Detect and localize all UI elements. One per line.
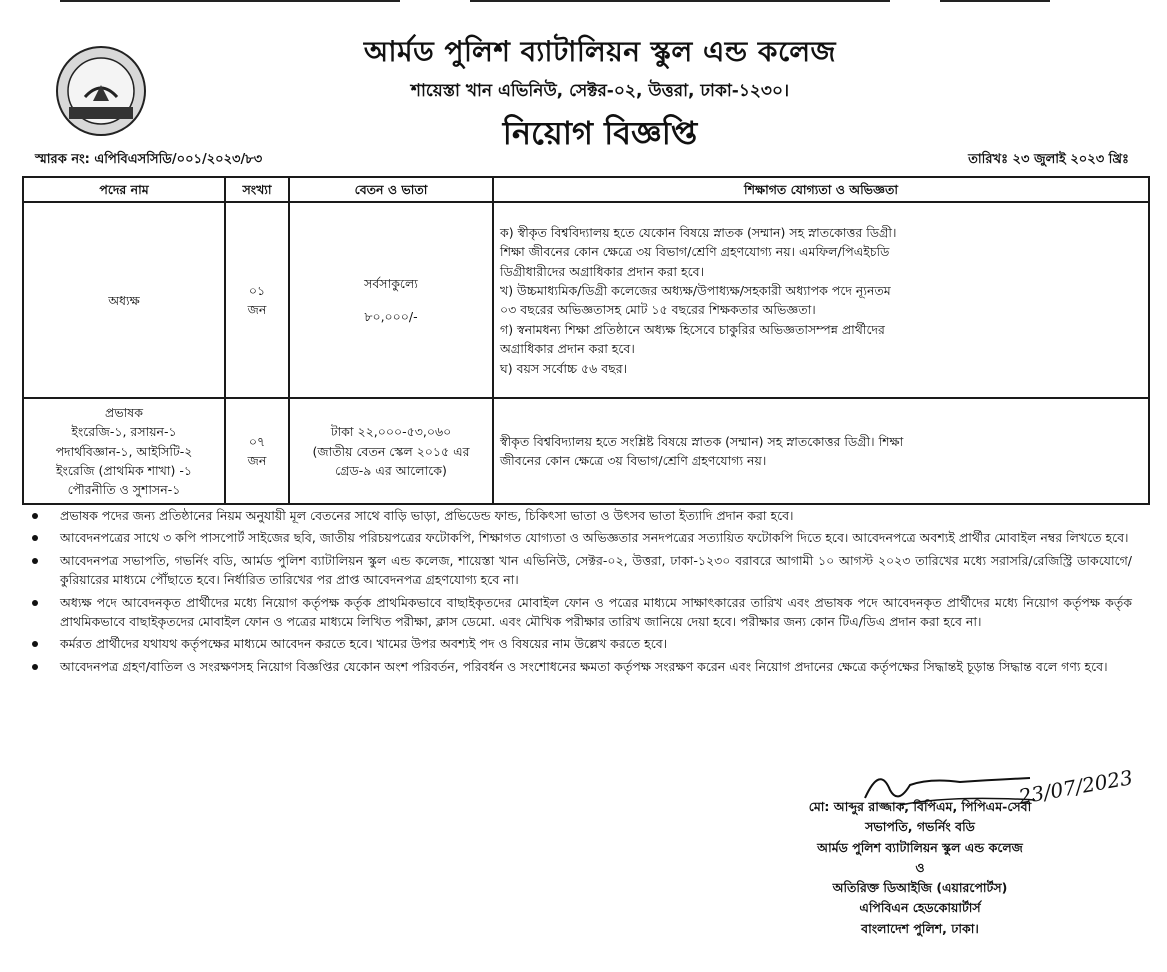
post-line: প্রভাষক: [105, 404, 143, 420]
signatory-name: মো: আব্দুর রাজ্জাক, বিপিএম, পিপিএম-সেবা: [808, 799, 1032, 814]
handwritten-date: 23/07/2023: [1016, 765, 1135, 809]
qualification-line: শিক্ষা জীবনের কোন ক্ষেত্রে ৩য় বিভাগ/শ্রেণি গ্রহণযোগ্য নয়। এমফিল/পিএইচডি: [500, 244, 890, 260]
header-qualification: শিক্ষাগত যোগ্যতা ও অভিজ্ঞতা: [493, 177, 1149, 202]
table-row: [23, 202, 1149, 398]
post-line: পদার্থবিজ্ঞান-১, আইসিটি-২: [55, 443, 193, 459]
qualification-line: স্বীকৃত বিশ্ববিদ্যালয় হতে সংশ্লিষ্ট বিষয়ে স্নাতক (সম্মান) সহ স্নাতকোত্তর ডিগ্রী। শিক্ষা: [500, 434, 904, 449]
post-principal: অধ্যক্ষ: [23, 202, 225, 398]
header-post: পদের নাম: [23, 177, 225, 202]
salary-cell: [289, 202, 493, 398]
instruction-list: [30, 506, 1132, 679]
institution-address: শায়েস্তা খান এভিনিউ, সেক্টর-০২, উত্তরা, ঢাকা-১২৩০।: [410, 81, 790, 101]
school-logo: [55, 45, 147, 137]
signatory-office: এপিবিএন হেডকোয়ার্টার্স: [859, 900, 981, 916]
table-header-row: [23, 177, 1149, 202]
list-item: আবেদনপত্র গ্রহণ/বাতিল ও সংরক্ষণসহ নিয়োগ বিজ্ঞপ্তির যেকোন অংশ পরিবর্তন, পরিবর্ধন ও সংশোধনের ক্ষমতা কর্তৃপক্ষ সংরক্ষণ করেন এবং নিয়োগ প্রদানের ক্ষেত্রে কর্তৃপক্ষের সিদ্ধান্তই চূড়ান্ত সিদ্ধান্ত বলে গণ্য হবে।: [30, 657, 1132, 676]
signatory-block: [720, 797, 1120, 939]
top-rule-left: [60, 0, 400, 2]
list-item: আবেদনপত্র সভাপতি, গভর্নিং বডি, আর্মড পুলিশ ব্যাটালিয়ন স্কুল এন্ড কলেজ, শায়েস্তা খান এভিনিউ, সেক্টর-০২, উত্তরা, ঢাকা-১২৩০ বরাবরে আগামী ১০ আগস্ট ২০২৩ তারিখের মধ্যে সরাসরি/রেজিস্ট্রি ডাকযোগে/কুরিয়ারের মাধ্যমে পৌঁছাতে হবে। নির্ধারিত তারিখের পর প্রাপ্ত আবেদনপত্র গ্রহণযোগ্য হবে না।: [30, 551, 1132, 590]
salary-line: ৮০,০০০/-: [364, 309, 418, 325]
salary-line: (জাতীয় বেতন স্কেল ২০১৫ এর: [312, 443, 470, 459]
count-cell: [225, 398, 289, 504]
qualification-line: জীবনের কোন ক্ষেত্রে ৩য় বিভাগ/শ্রেণি গ্রহণযোগ্য নয়।: [500, 453, 767, 469]
signatory-title: সভাপতি, গভর্নিং বডি: [865, 819, 975, 835]
signatory-designation: অতিরিক্ত ডিআইজি (এয়ারপোর্টস): [832, 880, 1008, 895]
list-item: আবেদনপত্রের সাথে ৩ কপি পাসপোর্ট সাইজের ছবি, জাতীয় পরিচয়পত্রের ফটোকপি, শিক্ষাগত যোগ্যতা ও অভিজ্ঞতার সনদপত্রের সত্যায়িত ফটোকপি দিতে হবে। আবেদনপত্রে অবশ্যই প্রার্থীর মোবাইল নম্বর লিখতে হবে।: [30, 528, 1132, 547]
header-salary: বেতন ও ভাতা: [289, 177, 493, 202]
count-unit: জন: [247, 302, 267, 318]
bullet-icon: [32, 600, 38, 606]
header-count: সংখ্যা: [225, 177, 289, 202]
list-item: কর্মরত প্রার্থীদের যথাযথ কর্তৃপক্ষের মাধ্যমে আবেদন করতে হবে। খামের উপর অবশ্যই পদ ও বিষয়ের নাম উল্লেখ করতে হবে।: [30, 634, 1132, 653]
count-cell: [225, 202, 289, 398]
post-lecturer: [23, 398, 225, 504]
post-line: ইংরেজি-১, রসায়ন-১: [71, 424, 177, 440]
notice-title: নিয়োগ বিজ্ঞপ্তি: [502, 114, 698, 152]
table-row: [23, 398, 1149, 504]
count-value: ০১: [248, 283, 266, 298]
salary-line: সর্বসাকুল্যে: [364, 276, 418, 291]
bullet-icon: [32, 664, 38, 670]
bullet-icon: [32, 641, 38, 647]
count-value: ০৭: [248, 434, 266, 449]
signatory-organization: আর্মড পুলিশ ব্যাটালিয়ন স্কুল এন্ড কলেজ: [817, 839, 1023, 855]
notice-date: তারিখঃ ২৩ জুলাই ২০২৩ খ্রিঃ: [968, 152, 1129, 167]
qualification-line: গ) স্বনামধন্য শিক্ষা প্রতিষ্ঠানে অধ্যক্ষ হিসেবে চাকুরির অভিজ্ঞতাসম্পন্ন প্রার্থীদের: [500, 321, 885, 337]
qualification-line: ডিগ্রীধারীদের অগ্রাধিকার প্রদান করা হবে।: [500, 263, 705, 279]
bullet-icon: [32, 558, 38, 564]
top-rule-middle: [470, 0, 890, 2]
qualification-line: ঘ) বয়স সর্বোচ্চ ৫৬ বছর।: [500, 360, 628, 376]
reference-number: স্মারক নং: এপিবিএসসিডি/০০১/২০২৩/৮৩: [35, 152, 263, 167]
salary-cell: [289, 398, 493, 504]
salary-line: গ্রেড-৯ এর আলোকে): [335, 463, 447, 479]
signatory-conjunction: ও: [915, 859, 925, 875]
qualification-line: ০৩ বছরের অভিজ্ঞতাসহ মোট ১৫ বছরের শিক্ষকতার অভিজ্ঞতা।: [500, 302, 816, 318]
qualification-line: অগ্রাধিকার প্রদান করা হবে।: [500, 341, 635, 357]
bullet-icon: [32, 535, 38, 541]
qualification-cell: [493, 398, 1149, 504]
qualification-cell: [493, 202, 1149, 398]
salary-line: টাকা ২২,০০০-৫৩,০৬০: [330, 424, 452, 440]
signatory-location: বাংলাদেশ পুলিশ, ঢাকা।: [861, 920, 979, 936]
list-item: প্রভাষক পদের জন্য প্রতিষ্ঠানের নিয়ম অনুযায়ী মূল বেতনের সাথে বাড়ি ভাড়া, প্রভিডেন্ড ফান্ড, চিকিৎসা ভাতা ও উৎসব ভাতা ইত্যাদি প্রদান করা হবে।: [30, 506, 1132, 525]
qualification-line: ক) স্বীকৃত বিশ্ববিদ্যালয় হতে যেকোন বিষয়ে স্নাতক (সম্মান) সহ স্নাতকোত্তর ডিগ্রী।: [500, 224, 897, 240]
count-unit: জন: [247, 453, 267, 469]
post-line: ইংরেজি (প্রাথমিক শাখা) -১: [55, 463, 192, 479]
top-rule-right: [940, 0, 1050, 2]
qualification-line: খ) উচ্চমাধ্যমিক/ডিগ্রী কলেজের অধ্যক্ষ/উপাধ্যক্ষ/সহকারী অধ্যাপক পদে ন্যূনতম: [500, 283, 891, 298]
bullet-icon: [32, 513, 38, 519]
list-item: অধ্যক্ষ পদে আবেদনকৃত প্রার্থীদের মধ্যে নিয়োগ কর্তৃপক্ষ কর্তৃক প্রাথমিকভাবে বাছাইকৃতদের মোবাইল ফোন ও পত্রের মাধ্যমে সাক্ষাৎকারের তারিখ এবং প্রভাষক পদে আবেদনকৃত প্রার্থীদের মধ্যে নিয়োগ কর্তৃপক্ষ কর্তৃক প্রাথমিকভাবে বাছাইকৃতদের মোবাইল ফোন ও পত্রের মাধ্যমে লিখিত পরীক্ষা, ক্লাস ডেমো. এবং মৌখিক পরীক্ষার তারিখ জানিয়ে দেয়া হবে। পরীক্ষার জন্য কোন টিএ/ডিএ প্রদান করা হবে না।: [30, 593, 1132, 632]
vacancy-table: [22, 176, 1150, 505]
institution-name: আর্মড পুলিশ ব্যাটালিয়ন স্কুল এন্ড কলেজ: [363, 35, 837, 68]
post-line: পৌরনীতি ও সুশাসন-১: [67, 482, 181, 498]
